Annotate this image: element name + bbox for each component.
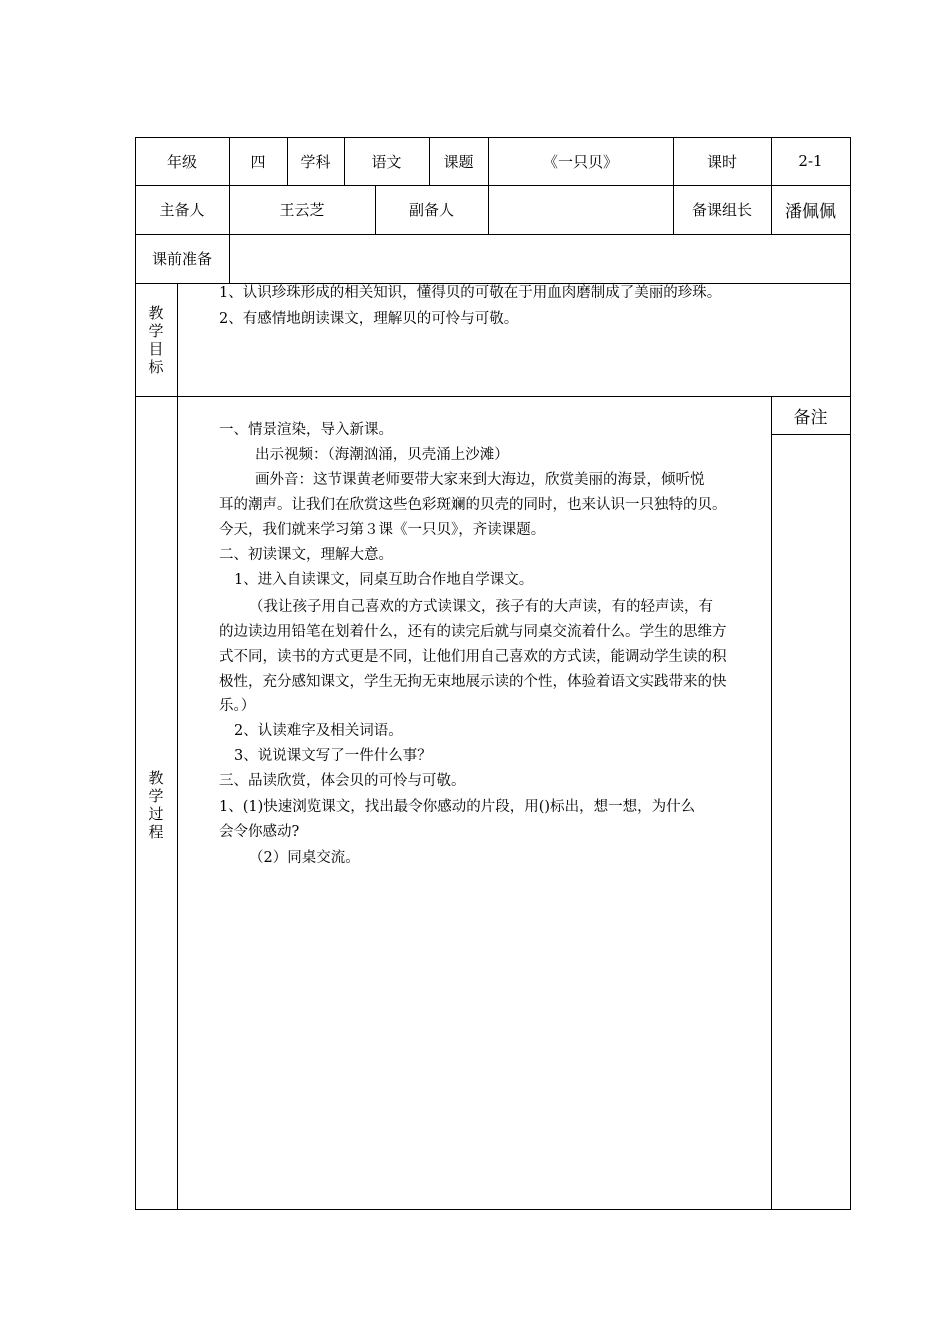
process-line: 出示视频：（海潮汹涌，贝壳涌上沙滩） <box>255 447 509 463</box>
process-label <box>135 760 177 850</box>
process-line: （我让孩子用自己喜欢的方式读课文，孩子有的大声读，有的轻声读，有 <box>249 599 713 615</box>
grade-label: 年级 <box>166 152 197 171</box>
subject-label: 学科 <box>300 152 331 171</box>
process-line: 乐。） <box>219 698 256 714</box>
objective-line: 2、有感情地朗读课文，理解贝的可怜与可敬。 <box>219 311 519 327</box>
table-border-bottom <box>135 1209 851 1210</box>
period-label: 课时 <box>706 152 737 171</box>
subject-value: 语文 <box>371 152 402 171</box>
process-line: 三、品读欣赏，体会贝的可怜与可敬。 <box>219 773 466 789</box>
process-line: 2、认读难字及相关词语。 <box>234 723 403 739</box>
process-line: 耳的潮声。让我们在欣赏这些色彩斑斓的贝壳的同时，也来认识一只独特的贝。 <box>219 497 727 513</box>
row-divider-4 <box>135 396 851 397</box>
process-line: 会令你感动? <box>219 824 300 840</box>
notes-label: 备注 <box>793 407 828 428</box>
process-line: 极性，充分感知课文，学生无拘无束地展示读的个性，体验着语文实践带来的快 <box>219 674 727 690</box>
process-line: 式不同，读书的方式更是不同，让他们用自己喜欢的方式读，能调动学生读的积 <box>219 649 727 665</box>
group-leader-value: 潘佩佩 <box>785 202 836 222</box>
group-leader-label: 备课组长 <box>691 201 752 219</box>
topic-label: 课题 <box>443 152 474 171</box>
deputy-preparer-value <box>488 185 673 234</box>
objective-line: 1、认识珍珠形成的相关知识，懂得贝的可敬在于用血肉磨制成了美丽的珍珠。 <box>219 285 722 301</box>
process-line: 二、初读课文，理解大意。 <box>219 547 393 563</box>
table-border-right <box>850 137 851 1210</box>
topic-value: 《一只贝》 <box>542 152 618 171</box>
process-line: 的边读边用铅笔在划着什么，还有的读完后就与同桌交流着什么。学生的思维方 <box>219 624 727 640</box>
objectives-label-char: 目 <box>148 339 164 358</box>
process-label-char: 学 <box>148 787 164 805</box>
process-line: 1、(1)快速浏览课文，找出最令你感动的片段，用()标出，想一想，为什么 <box>219 799 696 815</box>
process-line: 今天，我们就来学习第３课《一只贝》，齐读课题。 <box>219 522 546 538</box>
process-line: 画外音：这节课黄老师要带大家来到大海边，欣赏美丽的海景，倾听悦 <box>255 472 705 488</box>
col-divider <box>177 283 178 1209</box>
notes-header-divider <box>771 434 851 435</box>
period-value: 2-1 <box>798 152 823 170</box>
preparation-label: 课前准备 <box>151 250 212 268</box>
objectives-label-char: 学 <box>148 321 164 340</box>
grade-value: 四 <box>250 152 266 171</box>
process-line: 一、情景渲染，导入新课。 <box>219 422 393 438</box>
process-line: 3、说说课文写了一件什么事？ <box>234 748 432 764</box>
process-line: 1、进入自读课文，同桌互助合作地自学课文。 <box>234 572 534 588</box>
main-preparer-value: 王云芝 <box>279 201 325 219</box>
preparation-value <box>229 234 850 283</box>
main-preparer-label: 主备人 <box>159 201 205 219</box>
process-label-char: 过 <box>148 805 164 823</box>
objectives-label-char: 教 <box>148 303 164 322</box>
deputy-preparer-label: 副备人 <box>408 201 454 219</box>
process-line: （2）同桌交流。 <box>249 850 360 866</box>
objectives-label <box>135 283 177 396</box>
objectives-label-char: 标 <box>148 357 164 376</box>
process-label-char: 教 <box>148 769 164 787</box>
col-divider <box>771 396 772 1209</box>
process-label-char: 程 <box>148 823 164 841</box>
